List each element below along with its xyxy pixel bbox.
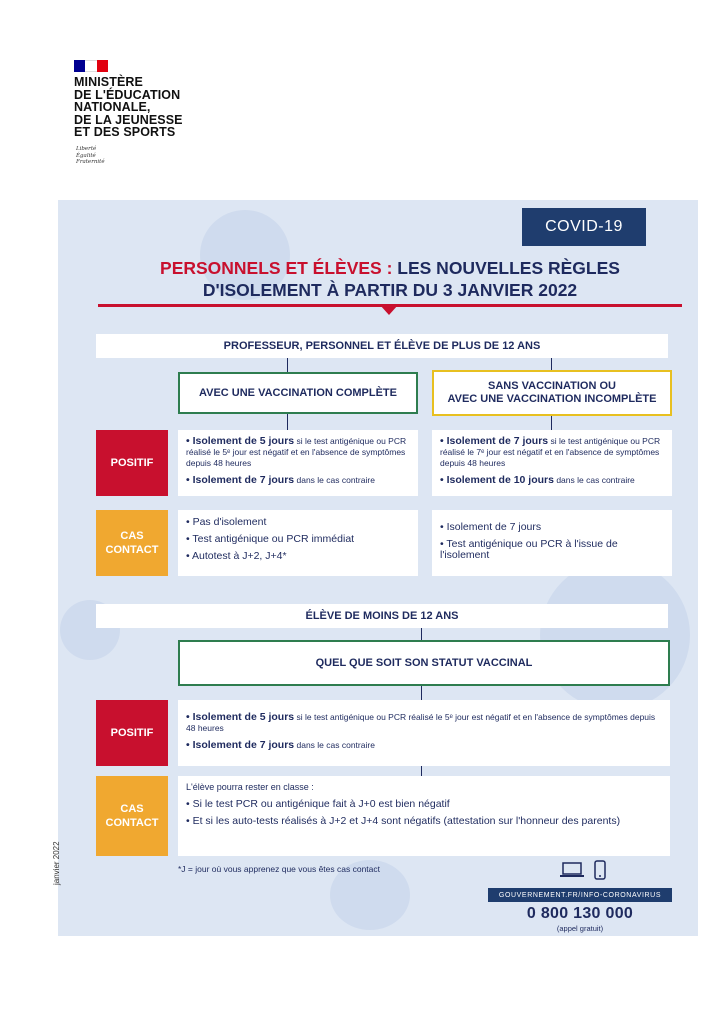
connector-line	[551, 414, 552, 430]
smartphone-icon	[594, 860, 606, 880]
unvaccinated-header-line1: SANS VACCINATION OU	[488, 380, 616, 392]
rule-detail: dans le cas contraire	[294, 740, 375, 750]
rule-detail: dans le cas contraire	[553, 475, 635, 485]
rule-intro: L'élève pourra rester en classe :	[186, 782, 314, 792]
unvaccinated-header-line2: AVEC UNE VACCINATION INCOMPLÈTE	[447, 393, 657, 405]
title-divider-notch	[380, 305, 398, 315]
rule-bold: • Isolement de 5 jours	[186, 711, 295, 723]
rule-item: • Pas d'isolement	[186, 516, 267, 528]
rule-detail: si le test antigénique ou PCR réalisé le 7ᵉ jour est négatif et en l'absence de symptômes depuis 48 heures	[440, 436, 661, 468]
rule-item: • Et si les auto-tests réalisés à J+2 et J+4 sont négatifs (attestation sur l'honneur des parents)	[186, 815, 621, 827]
republic-motto: Liberté Égalité Fraternité	[76, 146, 105, 165]
vaccinated-positif-cell	[178, 430, 418, 496]
section-heading-over-12: PROFESSEUR, PERSONNEL ET ÉLÈVE DE PLUS DE 12 ANS	[96, 334, 668, 358]
rule-bold: • Isolement de 7 jours	[186, 739, 295, 751]
gov-website-label: GOUVERNEMENT.FR/INFO-CORONAVIRUS	[488, 888, 672, 902]
rule-bold: • Isolement de 7 jours	[440, 435, 549, 447]
under12-positif-cell	[178, 700, 670, 766]
rule-item: • Si le test PCR ou antigénique fait à J+0 est bien négatif	[186, 798, 450, 810]
cas-contact-label-line1: CAS	[120, 803, 144, 815]
rule-item: • Isolement de 7 jours	[440, 521, 542, 533]
unvaccinated-contact-cell	[432, 510, 672, 576]
cas-contact-label-line2: CONTACT	[105, 544, 159, 556]
title-line1-rest: LES NOUVELLES RÈGLES	[392, 258, 620, 278]
virus-decoration	[540, 560, 690, 710]
cas-contact-label	[96, 510, 168, 576]
rule-detail: dans le cas contraire	[294, 475, 375, 485]
ministry-name: MINISTÈRE DE L'ÉDUCATION NATIONALE, DE LA JEUNESSE ET DES SPORTS	[74, 75, 183, 139]
unvaccinated-positif-cell	[432, 430, 672, 496]
positif-label: POSITIF	[96, 430, 168, 496]
free-call-note: (appel gratuit)	[556, 924, 604, 933]
rule-item: • Test antigénique ou PCR immédiat	[186, 533, 355, 545]
rule-bold: • Isolement de 10 jours	[440, 474, 554, 486]
rule-detail: si le test antigénique ou PCR réalisé le 5ᵉ jour est négatif et en l'absence de symptômes depuis 48 heures	[186, 712, 656, 733]
column-header-vaccinated: AVEC UNE VACCINATION COMPLÈTE	[178, 372, 418, 414]
connector-line	[287, 358, 288, 372]
title-red-part: PERSONNELS ET ÉLÈVES :	[160, 258, 393, 278]
connector-line	[421, 686, 422, 700]
column-header-unvaccinated	[432, 370, 672, 416]
positif-label: POSITIF	[96, 700, 168, 766]
rule-item: • Autotest à J+2, J+4*	[186, 550, 287, 562]
under12-contact-cell	[178, 776, 670, 856]
rule-detail: si le test antigénique ou PCR réalisé le 5ᵉ jour est négatif et en l'absence de symptômes depuis 48 heures	[186, 436, 407, 468]
republique-flag-logo	[74, 60, 108, 72]
column-header-all-status: QUEL QUE SOIT SON STATUT VACCINAL	[178, 640, 670, 686]
vaccinated-contact-cell	[178, 510, 418, 576]
connector-line	[421, 766, 422, 776]
connector-line	[287, 414, 288, 430]
page-title	[100, 257, 680, 301]
title-line2: D'ISOLEMENT À PARTIR DU 3 JANVIER 2022	[202, 280, 578, 300]
hotline-number: 0 800 130 000	[526, 905, 634, 922]
section-heading-under-12: ÉLÈVE DE MOINS DE 12 ANS	[96, 604, 668, 628]
covid-badge: COVID-19	[522, 208, 646, 246]
cas-contact-label-line1: CAS	[120, 530, 144, 542]
cas-contact-label	[96, 776, 168, 856]
side-date: janvier 2022	[52, 841, 61, 885]
laptop-icon	[560, 862, 584, 878]
cas-contact-label-line2: CONTACT	[105, 817, 159, 829]
footnote: *J = jour où vous apprenez que vous êtes cas contact	[178, 864, 380, 874]
rule-bold: • Isolement de 7 jours	[186, 474, 295, 486]
rule-bold: • Isolement de 5 jours	[186, 435, 295, 447]
rule-item: • Test antigénique ou PCR à l'issue de l'isolement	[440, 538, 618, 561]
connector-line	[421, 628, 422, 640]
